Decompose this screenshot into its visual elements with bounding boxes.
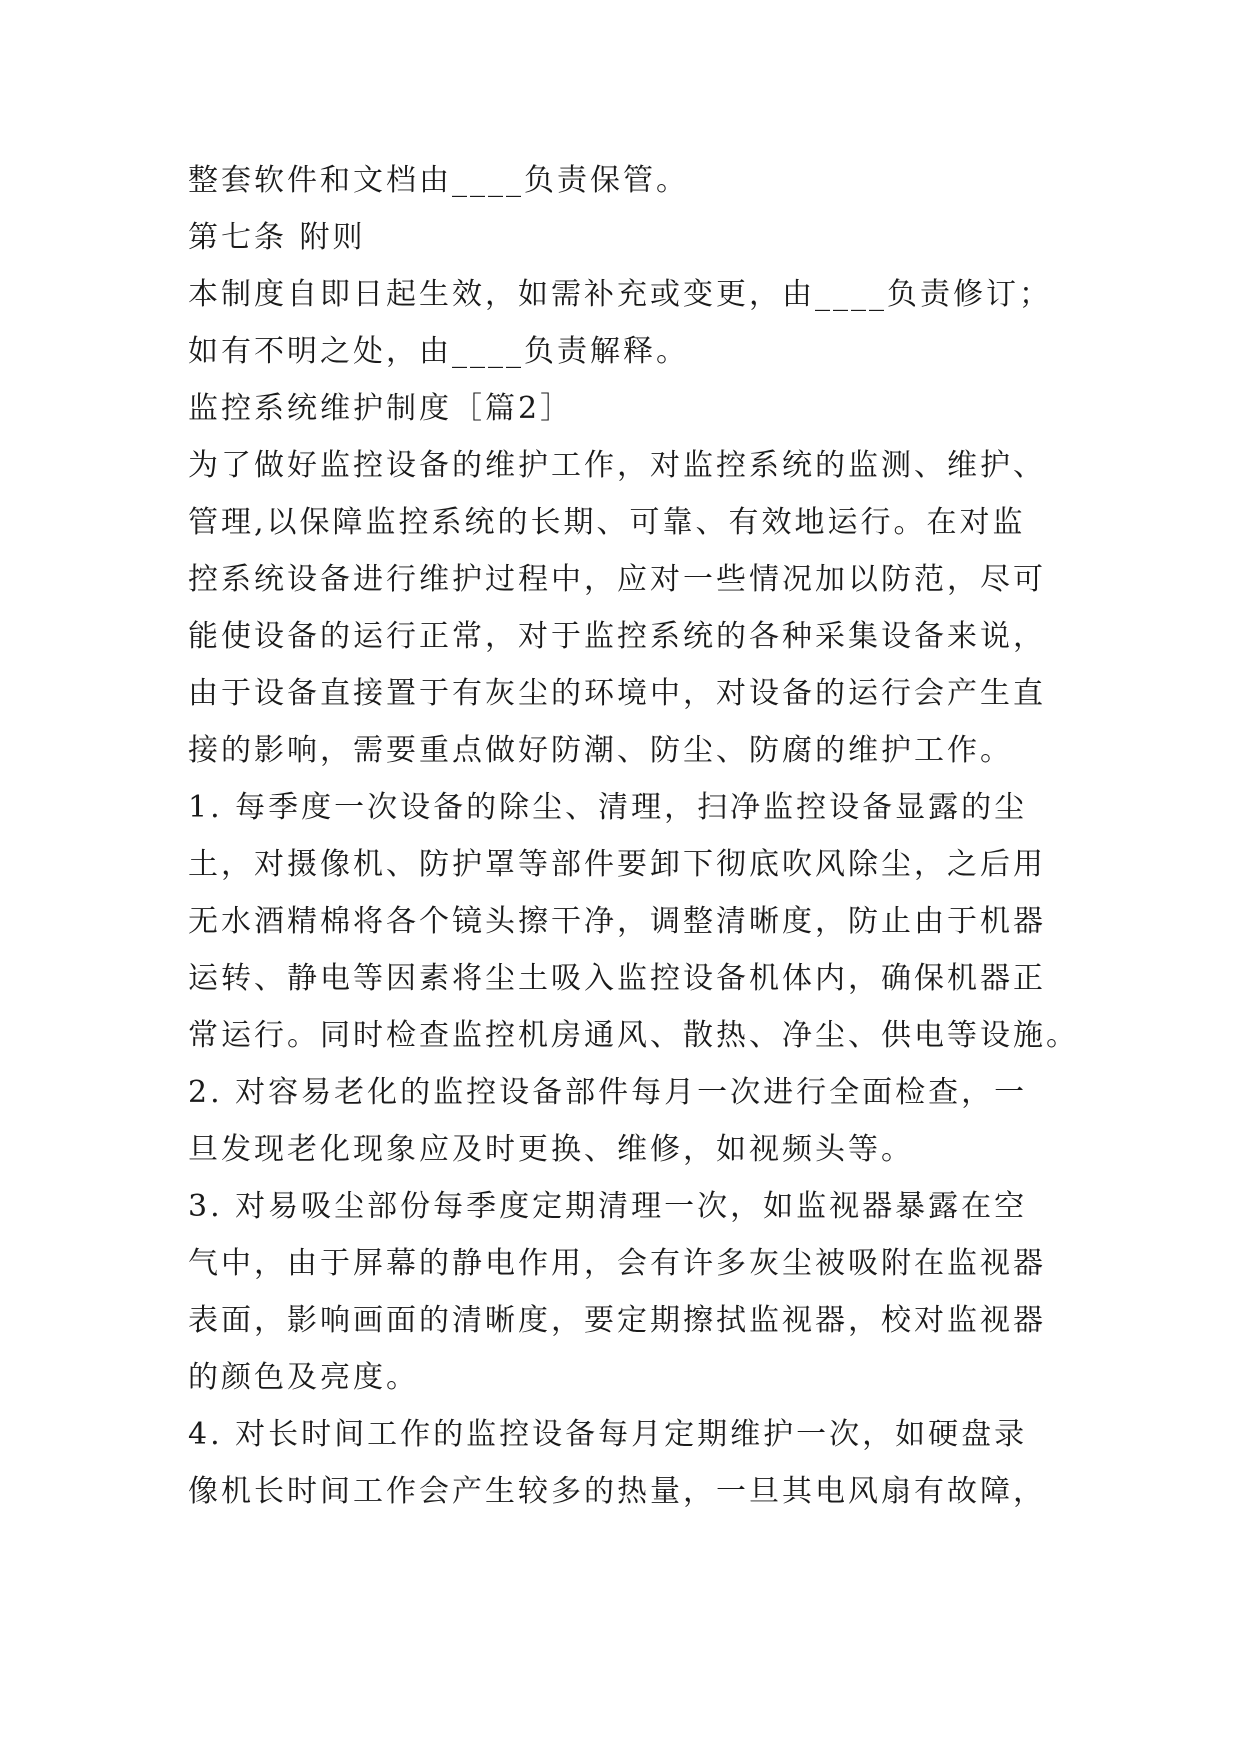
section-heading: 第七条 附则 (188, 220, 366, 255)
text-line: 管理,以保障监控系统的长期、可靠、有效地运行。在对监 (188, 505, 1026, 540)
text-line: 能使设备的运行正常，对于监控系统的各种采集设备来说， (188, 619, 1046, 654)
text-line: 表面，影响画面的清晰度，要定期擦拭监视器，校对监视器 (188, 1303, 1046, 1338)
document-body (188, 152, 1079, 1520)
text-line: 的颜色及亮度。 (188, 1360, 419, 1395)
text-line: 常运行。同时检查监控机房通风、散热、净尘、供电等设施。 (188, 1018, 1079, 1053)
list-item-line: 2. 对容易老化的监控设备部件每月一次进行全面检查，一 (188, 1075, 1028, 1110)
text-line: 本制度自即日起生效，如需补充或变更，由____负责修订； (188, 277, 1052, 312)
text-line: 控系统设备进行维护过程中，应对一些情况加以防范，尽可 (188, 562, 1046, 597)
text-line: 像机长时间工作会产生较多的热量，一旦其电风扇有故障， (188, 1474, 1046, 1509)
text-line: 土，对摄像机、防护罩等部件要卸下彻底吹风除尘，之后用 (188, 847, 1046, 882)
text-line: 由于设备直接置于有灰尘的环境中，对设备的运行会产生直 (188, 676, 1046, 711)
text-line: 为了做好监控设备的维护工作，对监控系统的监测、维护、 (188, 448, 1046, 483)
text-line: 无水酒精棉将各个镜头擦干净，调整清晰度，防止由于机器 (188, 904, 1046, 939)
list-item-line: 3. 对易吸尘部份每季度定期清理一次，如监视器暴露在空 (188, 1189, 1028, 1224)
list-item-line: 4. 对长时间工作的监控设备每月定期维护一次，如硬盘录 (188, 1417, 1028, 1452)
text-line: 气中，由于屏幕的静电作用，会有许多灰尘被吸附在监视器 (188, 1246, 1046, 1281)
text-line: 旦发现老化现象应及时更换、维修，如视频头等。 (188, 1132, 914, 1167)
text-line: 接的影响，需要重点做好防潮、防尘、防腐的维护工作。 (188, 733, 1013, 768)
article-title: 监控系统维护制度［篇2］ (188, 391, 574, 426)
text-line: 如有不明之处，由____负责解释。 (188, 334, 689, 369)
text-line: 运转、静电等因素将尘土吸入监控设备机体内，确保机器正 (188, 961, 1046, 996)
list-item-line: 1. 每季度一次设备的除尘、清理，扫净监控设备显露的尘 (188, 790, 1028, 825)
text-line: 整套软件和文档由____负责保管。 (188, 163, 689, 198)
